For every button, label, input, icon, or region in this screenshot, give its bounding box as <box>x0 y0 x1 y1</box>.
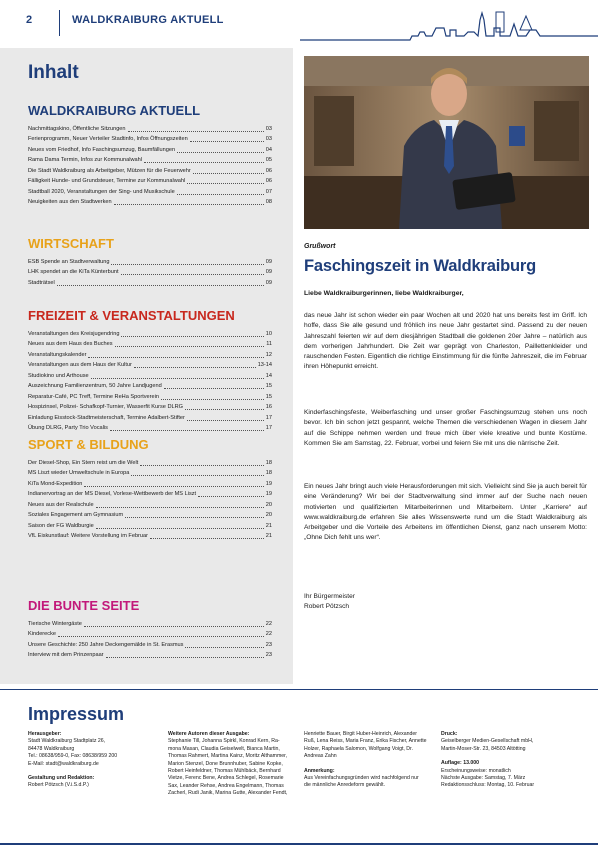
toc-entry[interactable] <box>28 327 272 338</box>
toc-entry[interactable] <box>28 164 272 175</box>
toc-section <box>28 308 272 432</box>
toc-dot-leader <box>121 274 264 275</box>
authors-line: Andreas Zahn <box>304 753 337 760</box>
article-paragraph: das neue Jahr ist schon wieder ein paar Wochen alt und 2020 hat uns bereits fest im Griff. Ich hoffe, dass Sie alle gesund und fröhlich ins neue Jahr gestartet sind. Passend zu der neuen Jahreszahl feierten wir auf dem diesjährigen Stadtball die goldenen 20er Jahre – natürlich aus dem vorherigen Jahrhundert. Die Zeit war geprägt von Charleston, Paillettenkleider und rauschenden Festen. Eigentlich die richtige Einstimmung für die fünfte Jahreszeit, die im Februar ihren Höhepunkt erreicht. <box>304 312 587 371</box>
toc-dot-leader <box>198 496 264 497</box>
toc-entry-page: 06 <box>265 167 272 174</box>
toc-entry[interactable] <box>28 649 272 660</box>
toc-entry-page: 20 <box>265 512 272 519</box>
toc-entry[interactable] <box>28 380 272 391</box>
toc-section <box>28 236 272 287</box>
toc-entry-title: VfL Eiskunstlauf: Weitere Vorstellung im Februar <box>28 533 149 540</box>
impressum-authors <box>168 731 296 798</box>
article-paragraph: Ein neues Jahr bringt auch viele Herausforderungen mit sich. Vielleicht sind Sie ja auch bereit für eine Veränderung? Wir bei der Stadtverwaltung sind immer auf der Suche nach neuen motivierten und qualifizierten Mitarbeiterinnen und Mitarbeitern. Unter „Karriere“ auf www.waldkraiburg.de erfahren Sie alles Wissenswerte rund um die Stadt Waldkraiburg als Arbeitgeber und die Vorteile des Arbeitens im öffentlichen Dienst, ganz nach unserem Motto: „Ohne Dich fehlt uns wer“. <box>304 483 587 542</box>
print-line: Geiselberger Medien-Gesellschaft mbH, <box>441 738 534 745</box>
toc-entry-title: Neues aus der Realschule <box>28 501 94 508</box>
toc-entry-page: 09 <box>265 269 272 276</box>
toc-entry-page: 04 <box>265 146 272 153</box>
toc-dot-leader <box>190 141 264 142</box>
toc-section <box>28 103 272 206</box>
toc-entry[interactable] <box>28 122 272 133</box>
toc-entry-page: 03 <box>265 136 272 143</box>
toc-entry[interactable] <box>28 617 272 628</box>
toc-entry-page: 08 <box>265 199 272 206</box>
toc-dot-leader <box>96 528 264 529</box>
print-line: Martin-Moser-Str. 23, 84503 Altötting <box>441 745 526 752</box>
toc-entry-title: Tierische Wintergäste <box>28 620 82 627</box>
toc-entry-title: Unsere Geschichte: 250 Jahre Deckengemälde in St. Erasmus <box>28 641 184 648</box>
toc-entry[interactable] <box>28 422 272 433</box>
article-paragraph: Kinderfaschingsfeste, Weiberfasching und unser großer Faschingsumzug stehen uns noch bevor. Ich bin schon jetzt gespannt, welche Themen die verschiedenen Wagen in diesem Jahr auf die Schippe nehmen werden und freue mich über viele kreative und bunte Kostüme. Kommen Sie am Samstag, 22. Februar, vorbei und feiern Sie mit uns die närrische Zeit. <box>304 409 587 447</box>
mayor-portrait-image <box>304 56 589 229</box>
publisher-line: Tel.: 08638/959-0, Fax: 08638/959 200 <box>28 753 118 760</box>
toc-entry[interactable] <box>28 185 272 196</box>
toc-section <box>28 437 272 540</box>
toc-entry[interactable] <box>28 456 272 467</box>
mayor-photo <box>304 56 589 229</box>
toc-entry-title: Saison der FG Waldburgie <box>28 522 94 529</box>
note-line: die männliche Anredeform gewählt. <box>304 782 386 789</box>
toc-entry-title: Einladung Eisstock-Stadtmeisterschaft, Termine Adalbert-Stifter <box>28 414 185 421</box>
toc-entry-page: 09 <box>265 258 272 265</box>
toc-dot-leader <box>84 626 264 627</box>
toc-entry-page: 17 <box>265 425 272 432</box>
toc-dot-leader <box>144 162 264 163</box>
toc-entry-page: 21 <box>265 522 272 529</box>
toc-section-heading: WALDKRAIBURG AKTUELL <box>28 103 201 118</box>
article-greeting: Liebe Waldkraiburgerinnen, liebe Waldkraiburger, <box>304 290 464 297</box>
toc-dot-leader <box>121 336 263 337</box>
publisher-line: Stadt Waldkraiburg Stadtplatz 26, <box>28 738 106 745</box>
toc-entry-title: Neues aus dem Haus des Buches <box>28 341 113 348</box>
toc-entry-title: Veranstaltungen des Kreisjugendring <box>28 330 120 337</box>
toc-entry[interactable] <box>28 467 272 478</box>
toc-dot-leader <box>185 647 263 648</box>
toc-entry-page: 13-14 <box>257 362 272 369</box>
authors-line: Holzer, Raphaela Salomon, Wolfgang Voigt, Dr. <box>304 745 413 752</box>
toc-dot-leader <box>185 409 264 410</box>
authors-line: Zacherl, Rudi Janik, Marina Gutte, Alexander Fendt, <box>168 790 288 797</box>
toc-section-heading: FREIZEIT & VERANSTALTUNGEN <box>28 308 235 323</box>
toc-entry[interactable] <box>28 477 272 488</box>
print-label: Druck: <box>441 731 458 737</box>
toc-entry[interactable] <box>28 638 272 649</box>
toc-entry-title: LHK spendet an die KiTa Künterbunt <box>28 269 119 276</box>
toc-dot-leader <box>125 517 264 518</box>
toc-entry-page: 14 <box>265 372 272 379</box>
authors-line: Henriette Bauer, Birgit Huber-Heinrich, Alexander <box>304 731 418 737</box>
toc-entry[interactable] <box>28 411 272 422</box>
toc-entry-title: Veranstaltungen aus dem Haus der Kultur <box>28 362 132 369</box>
note-label: Anmerkung: <box>304 767 335 774</box>
authors-line: Ruß, Lena Reiss, Maria Franz, Erika Fischer, Annette <box>304 738 427 745</box>
edition-line: Nächste Ausgabe: Samstag, 7. März <box>441 775 526 782</box>
toc-dot-leader <box>187 420 264 421</box>
toc-entry-page: 15 <box>265 383 272 390</box>
skyline-logo-icon <box>300 8 598 44</box>
toc-entry[interactable] <box>28 143 272 154</box>
toc-entry-page: 07 <box>265 188 272 195</box>
toc-dot-leader <box>57 285 264 286</box>
toc-entry[interactable] <box>28 519 272 530</box>
toc-entry[interactable] <box>28 348 272 359</box>
toc-entry-title: Soziales Engagement am Gymnasium <box>28 512 124 519</box>
publisher-line: 84478 Waldkraiburg <box>28 745 75 752</box>
toc-entry-page: 17 <box>265 414 272 421</box>
toc-entry[interactable] <box>28 530 272 541</box>
toc-dot-leader <box>177 152 264 153</box>
toc-entry[interactable] <box>28 369 272 380</box>
publisher-line: E-Mail: stadt@waldkraiburg.de <box>28 760 99 767</box>
toc-dot-leader <box>150 538 264 539</box>
toc-entry[interactable] <box>28 196 272 207</box>
toc-entry[interactable] <box>28 266 272 277</box>
toc-entry[interactable] <box>28 509 272 520</box>
signature-role: Ihr Bürgermeister <box>304 593 355 600</box>
authors-label: Weitere Autoren dieser Ausgabe: <box>168 731 250 737</box>
editor-label: Gestaltung und Redaktion: <box>28 775 95 782</box>
toc-entry-page: 22 <box>265 620 272 627</box>
impressum-print <box>441 731 581 790</box>
toc-entry-page: 10 <box>265 330 272 337</box>
toc-entry-title: Fälligkeit Hunde- und Grundsteuer, Termine zur Kommunalwahl <box>28 178 186 185</box>
toc-entry[interactable] <box>28 133 272 144</box>
toc-dot-leader <box>88 357 263 358</box>
toc-dot-leader <box>58 636 264 637</box>
impressum-title: Impressum <box>28 704 125 724</box>
toc-entry-page: 16 <box>265 404 272 411</box>
toc-entry[interactable] <box>28 276 272 287</box>
publisher-label: Herausgeber: <box>28 731 62 737</box>
toc-entry-title: Hospizinsel, Polizei- Schafkopf-Turnier, Wasserfit Kurse DLRG <box>28 404 184 411</box>
toc-entry-page: 23 <box>265 641 272 648</box>
toc-entry[interactable] <box>28 338 272 349</box>
page-number: 2 <box>26 14 33 26</box>
signature-name: Robert Pötzsch <box>304 603 350 611</box>
toc-entry[interactable] <box>28 255 272 266</box>
toc-dot-leader <box>164 388 264 389</box>
toc-dot-leader <box>91 378 264 379</box>
impressum-publisher <box>28 731 158 790</box>
toc-dot-leader <box>106 657 264 658</box>
toc-entry[interactable] <box>28 628 272 639</box>
toc-dot-leader <box>187 183 264 184</box>
toc-dot-leader <box>114 204 264 205</box>
toc-entry[interactable] <box>28 401 272 412</box>
toc-entry-page: 23 <box>265 652 272 659</box>
toc-entry-page: 22 <box>265 631 272 638</box>
authors-line: mona Masan, Claudia Geiselwelt, Bianca Martin, <box>168 745 280 752</box>
toc-entry-title: Studiokino und Arthouse <box>28 372 89 379</box>
impressum-divider <box>0 689 598 690</box>
section-title: WALDKRAIBURG AKTUELL <box>72 14 224 26</box>
toc-section-heading: DIE BUNTE SEITE <box>28 598 140 613</box>
toc-entry-page: 19 <box>265 480 272 487</box>
page-header <box>0 0 598 48</box>
toc-dot-leader <box>177 194 264 195</box>
toc-entry-page: 20 <box>265 501 272 508</box>
toc-entry-page: 15 <box>265 393 272 400</box>
authors-line: Sax, Leander Rehse, Andrea Engelmann, Thomas <box>168 782 284 789</box>
toc-dot-leader <box>111 264 263 265</box>
toc-dot-leader <box>193 173 264 174</box>
toc-entry-title: Indianervortrag an der MS Diesel, Vorlese-Wettbewerb der MS Liszt <box>28 491 197 498</box>
toc-entry-page: 19 <box>265 491 272 498</box>
authors-line: Thomas Rahmert, Martina Kainz, Moritz Althammer, <box>168 753 288 760</box>
toc-entry-title: Interview mit dem Prinzenpaar <box>28 652 104 659</box>
authors-line: Stephanie Till, Johanna Spirkl, Konrad Kern, Ra- <box>168 738 280 745</box>
toc-dot-leader <box>128 131 264 132</box>
toc-entry-page: 03 <box>265 125 272 132</box>
toc-entry-title: Kinderecke <box>28 631 56 638</box>
edition-line: Erscheinungsweise: monatlich <box>441 767 511 774</box>
toc-entry[interactable] <box>28 175 272 186</box>
toc-entry-title: Neues vom Friedhof, Info Faschingsumzug, Baumfällungen <box>28 146 176 153</box>
toc-dot-leader <box>161 399 264 400</box>
toc-entry-page: 09 <box>265 279 272 286</box>
editor-name: Robert Pötzsch (V.i.S.d.P.) <box>28 782 89 789</box>
toc-title: Inhalt <box>28 62 79 83</box>
toc-entry-title: Die Stadt Waldkraiburg als Arbeitgeber, Mützen für die Feuerwehr <box>28 167 191 174</box>
toc-entry-page: 05 <box>265 157 272 164</box>
toc-entry-title: MS Liszt wieder Umweltschule in Europa <box>28 470 130 477</box>
toc-section-heading: WIRTSCHAFT <box>28 236 114 251</box>
toc-entry[interactable] <box>28 154 272 165</box>
toc-entry[interactable] <box>28 488 272 499</box>
toc-entry-page: 11 <box>266 341 272 348</box>
toc-entry-title: Veranstaltungskalender <box>28 351 87 358</box>
toc-entry-title: Übung DLRG, Party Trio Vocalis <box>28 425 108 432</box>
toc-entry-title: Der Diesel-Shop, Ein Stern reist um die Welt <box>28 459 139 466</box>
toc-entry-title: Stadträtsel <box>28 279 55 286</box>
toc-entry-page: 18 <box>265 470 272 477</box>
toc-entry-title: Nachmittagskino, Öffentliche Sitzungen <box>28 125 126 132</box>
toc-dot-leader <box>115 346 265 347</box>
toc-entry[interactable] <box>28 390 272 401</box>
article-kicker: Grußwort <box>304 243 336 250</box>
impressum-authors-continued <box>304 731 432 790</box>
toc-section <box>28 598 272 659</box>
edition-line: Redaktionsschluss: Montag, 10. Februar <box>441 782 535 789</box>
toc-entry-page: 18 <box>265 459 272 466</box>
authors-line: Marion Stenzel, Done Brunnhuber, Sabine Kopke, <box>168 760 283 767</box>
toc-dot-leader <box>110 430 264 431</box>
toc-entry-title: KiTa Mond-Expedition <box>28 480 83 487</box>
note-line: Aus Vereinfachungsgründen wird nachfolgend nur <box>304 775 419 782</box>
toc-entry-title: Neuigkeiten aus den Stadtwerken <box>28 199 112 206</box>
toc-dot-leader <box>84 486 263 487</box>
signature <box>304 592 355 613</box>
toc-entry-page: 12 <box>265 351 272 358</box>
article-headline: Faschingszeit in Waldkraiburg <box>304 257 536 275</box>
edition-label: Auflage: 13.000 <box>441 760 480 767</box>
toc-entry-title: Reparatur-Café, PC Treff, Termine ReHa Sportverein <box>28 393 159 400</box>
header-divider <box>59 10 60 36</box>
toc-entry-page: 06 <box>265 178 272 185</box>
toc-dot-leader <box>140 465 264 466</box>
authors-line: Vietze, Ferenc Bene, Andrea Schlegel, Rosemarie <box>168 775 284 782</box>
toc-entry[interactable] <box>28 359 272 370</box>
toc-entry-title: Rama Dama Termin, Infos zur Kommunalwahl <box>28 157 142 164</box>
toc-section-heading: SPORT & BILDUNG <box>28 437 149 452</box>
toc-dot-leader <box>134 367 256 368</box>
toc-entry[interactable] <box>28 498 272 509</box>
toc-dot-leader <box>131 475 263 476</box>
toc-entry-page: 21 <box>265 533 272 540</box>
toc-entry-title: ESB Spende an Stadtverwaltung <box>28 258 110 265</box>
toc-entry-title: Auszeichnung Familienzentrum, 50 Jahre Landjugend <box>28 383 162 390</box>
toc-dot-leader <box>96 507 264 508</box>
toc-entry-title: Ferienprogramm, Neuer Verteiler Stadtinfo, Infos Öffnungszeiten <box>28 136 188 143</box>
toc-entry-title: Stadtball 2020, Veranstaltungen der Sing- und Musikschule <box>28 188 175 195</box>
authors-line: Robert Heinfeldner, Thomas Mühlbäck, Bernhard <box>168 768 281 775</box>
